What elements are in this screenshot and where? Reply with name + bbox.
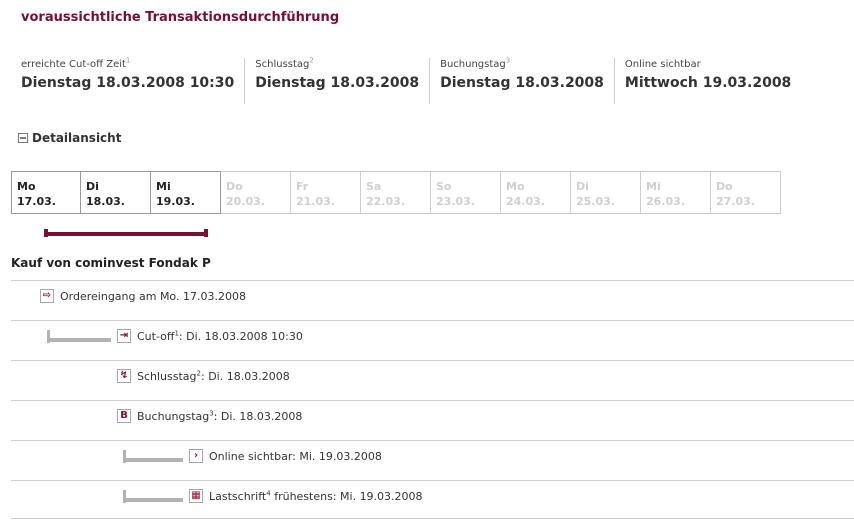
day-date: 26.03.	[646, 195, 685, 208]
day-date: 19.03.	[156, 195, 195, 208]
day-cell[interactable]	[571, 171, 641, 214]
detail-view-label: Detailansicht	[32, 131, 122, 145]
timeline-step-buchungstag	[11, 400, 854, 431]
summary-cutoff	[21, 58, 245, 104]
minus-box-icon[interactable]	[18, 133, 28, 143]
day-cell[interactable]	[81, 171, 151, 214]
arrow-right-icon: ⇨	[40, 289, 54, 303]
summary-value: Dienstag 18.03.2008	[255, 75, 420, 91]
summary-schlusstag	[255, 58, 430, 104]
day-cell[interactable]	[361, 171, 431, 214]
schlusstag-icon: ↯	[117, 369, 131, 383]
day-date: 20.03.	[226, 195, 265, 208]
day-cell[interactable]	[641, 171, 711, 214]
day-name: Mi	[156, 180, 171, 193]
day-cell[interactable]	[501, 171, 571, 214]
timeline-step-schlusstag	[11, 360, 854, 391]
buchung-b-icon: B	[117, 409, 131, 423]
detail-view-toggle[interactable]	[18, 131, 121, 145]
step-text: Lastschrift$^4$ frühestens: Mi. 19.03.2008	[209, 488, 423, 503]
summary-panel	[21, 58, 811, 104]
divider	[11, 518, 854, 519]
order-title: Kauf von cominvest Fondak P	[11, 256, 211, 270]
day-name: Do	[226, 180, 243, 193]
summary-value: Mittwoch 19.03.2008	[624, 75, 792, 91]
step-text: Schlusstag$^2$: Di. 18.03.2008	[137, 368, 290, 383]
summary-label: Buchungstag$^3$	[440, 56, 511, 70]
timeline-step-lastschrift	[11, 480, 854, 511]
calendar-icon: ▦	[189, 489, 203, 503]
day-cell[interactable]	[291, 171, 361, 214]
timeline-step-cutoff	[11, 320, 854, 351]
timeline-connector	[123, 441, 183, 471]
day-name: Mi	[646, 180, 661, 193]
day-date: 17.03.	[17, 195, 56, 208]
day-date: 18.03.	[86, 195, 125, 208]
day-date: 24.03.	[506, 195, 545, 208]
step-text: Cut-off$^1$: Di. 18.03.2008 10:30	[137, 328, 303, 343]
summary-label: Schlusstag$^2$	[255, 56, 314, 70]
page-title: voraussichtliche Transaktionsdurchführung	[21, 10, 340, 25]
day-cell[interactable]	[431, 171, 501, 214]
step-text: Ordereingang am Mo. 17.03.2008	[60, 289, 246, 303]
day-strip	[11, 171, 781, 214]
summary-online	[625, 58, 801, 104]
day-date: 23.03.	[436, 195, 475, 208]
summary-buchungstag	[440, 58, 615, 104]
day-date: 27.03.	[716, 195, 755, 208]
step-text: Buchungstag$^3$: Di. 18.03.2008	[137, 408, 303, 423]
day-cell[interactable]	[11, 171, 81, 214]
timeline-connector	[47, 321, 111, 351]
cut-off-icon: ⇥	[117, 329, 131, 343]
timeline-step-ordereingang	[11, 280, 854, 311]
step-text: Online sichtbar: Mi. 19.03.2008	[209, 449, 382, 463]
day-name: Di	[86, 180, 99, 193]
timeline-step-online	[11, 440, 854, 471]
day-cell[interactable]	[711, 171, 781, 214]
day-cell[interactable]	[151, 171, 221, 214]
day-cell[interactable]	[221, 171, 291, 214]
day-name: Mo	[17, 180, 36, 193]
day-name: Fr	[296, 180, 309, 193]
day-date: 25.03.	[576, 195, 615, 208]
summary-value: Dienstag 18.03.2008	[440, 75, 604, 91]
summary-value: Dienstag 18.03.2008 10:30	[21, 75, 235, 91]
day-date: 21.03.	[296, 195, 335, 208]
day-name: Mo	[506, 180, 525, 193]
day-name: So	[436, 180, 452, 193]
timeline-connector	[123, 481, 183, 511]
day-date: 22.03.	[366, 195, 405, 208]
day-name: Di	[576, 180, 589, 193]
selected-range-bracket	[44, 229, 208, 237]
day-name: Do	[716, 180, 733, 193]
summary-label: erreichte Cut-off Zeit$^1$	[21, 56, 131, 70]
summary-label: Online sichtbar	[624, 59, 701, 70]
day-name: Sa	[366, 180, 382, 193]
online-visible-icon: ›	[189, 449, 203, 463]
